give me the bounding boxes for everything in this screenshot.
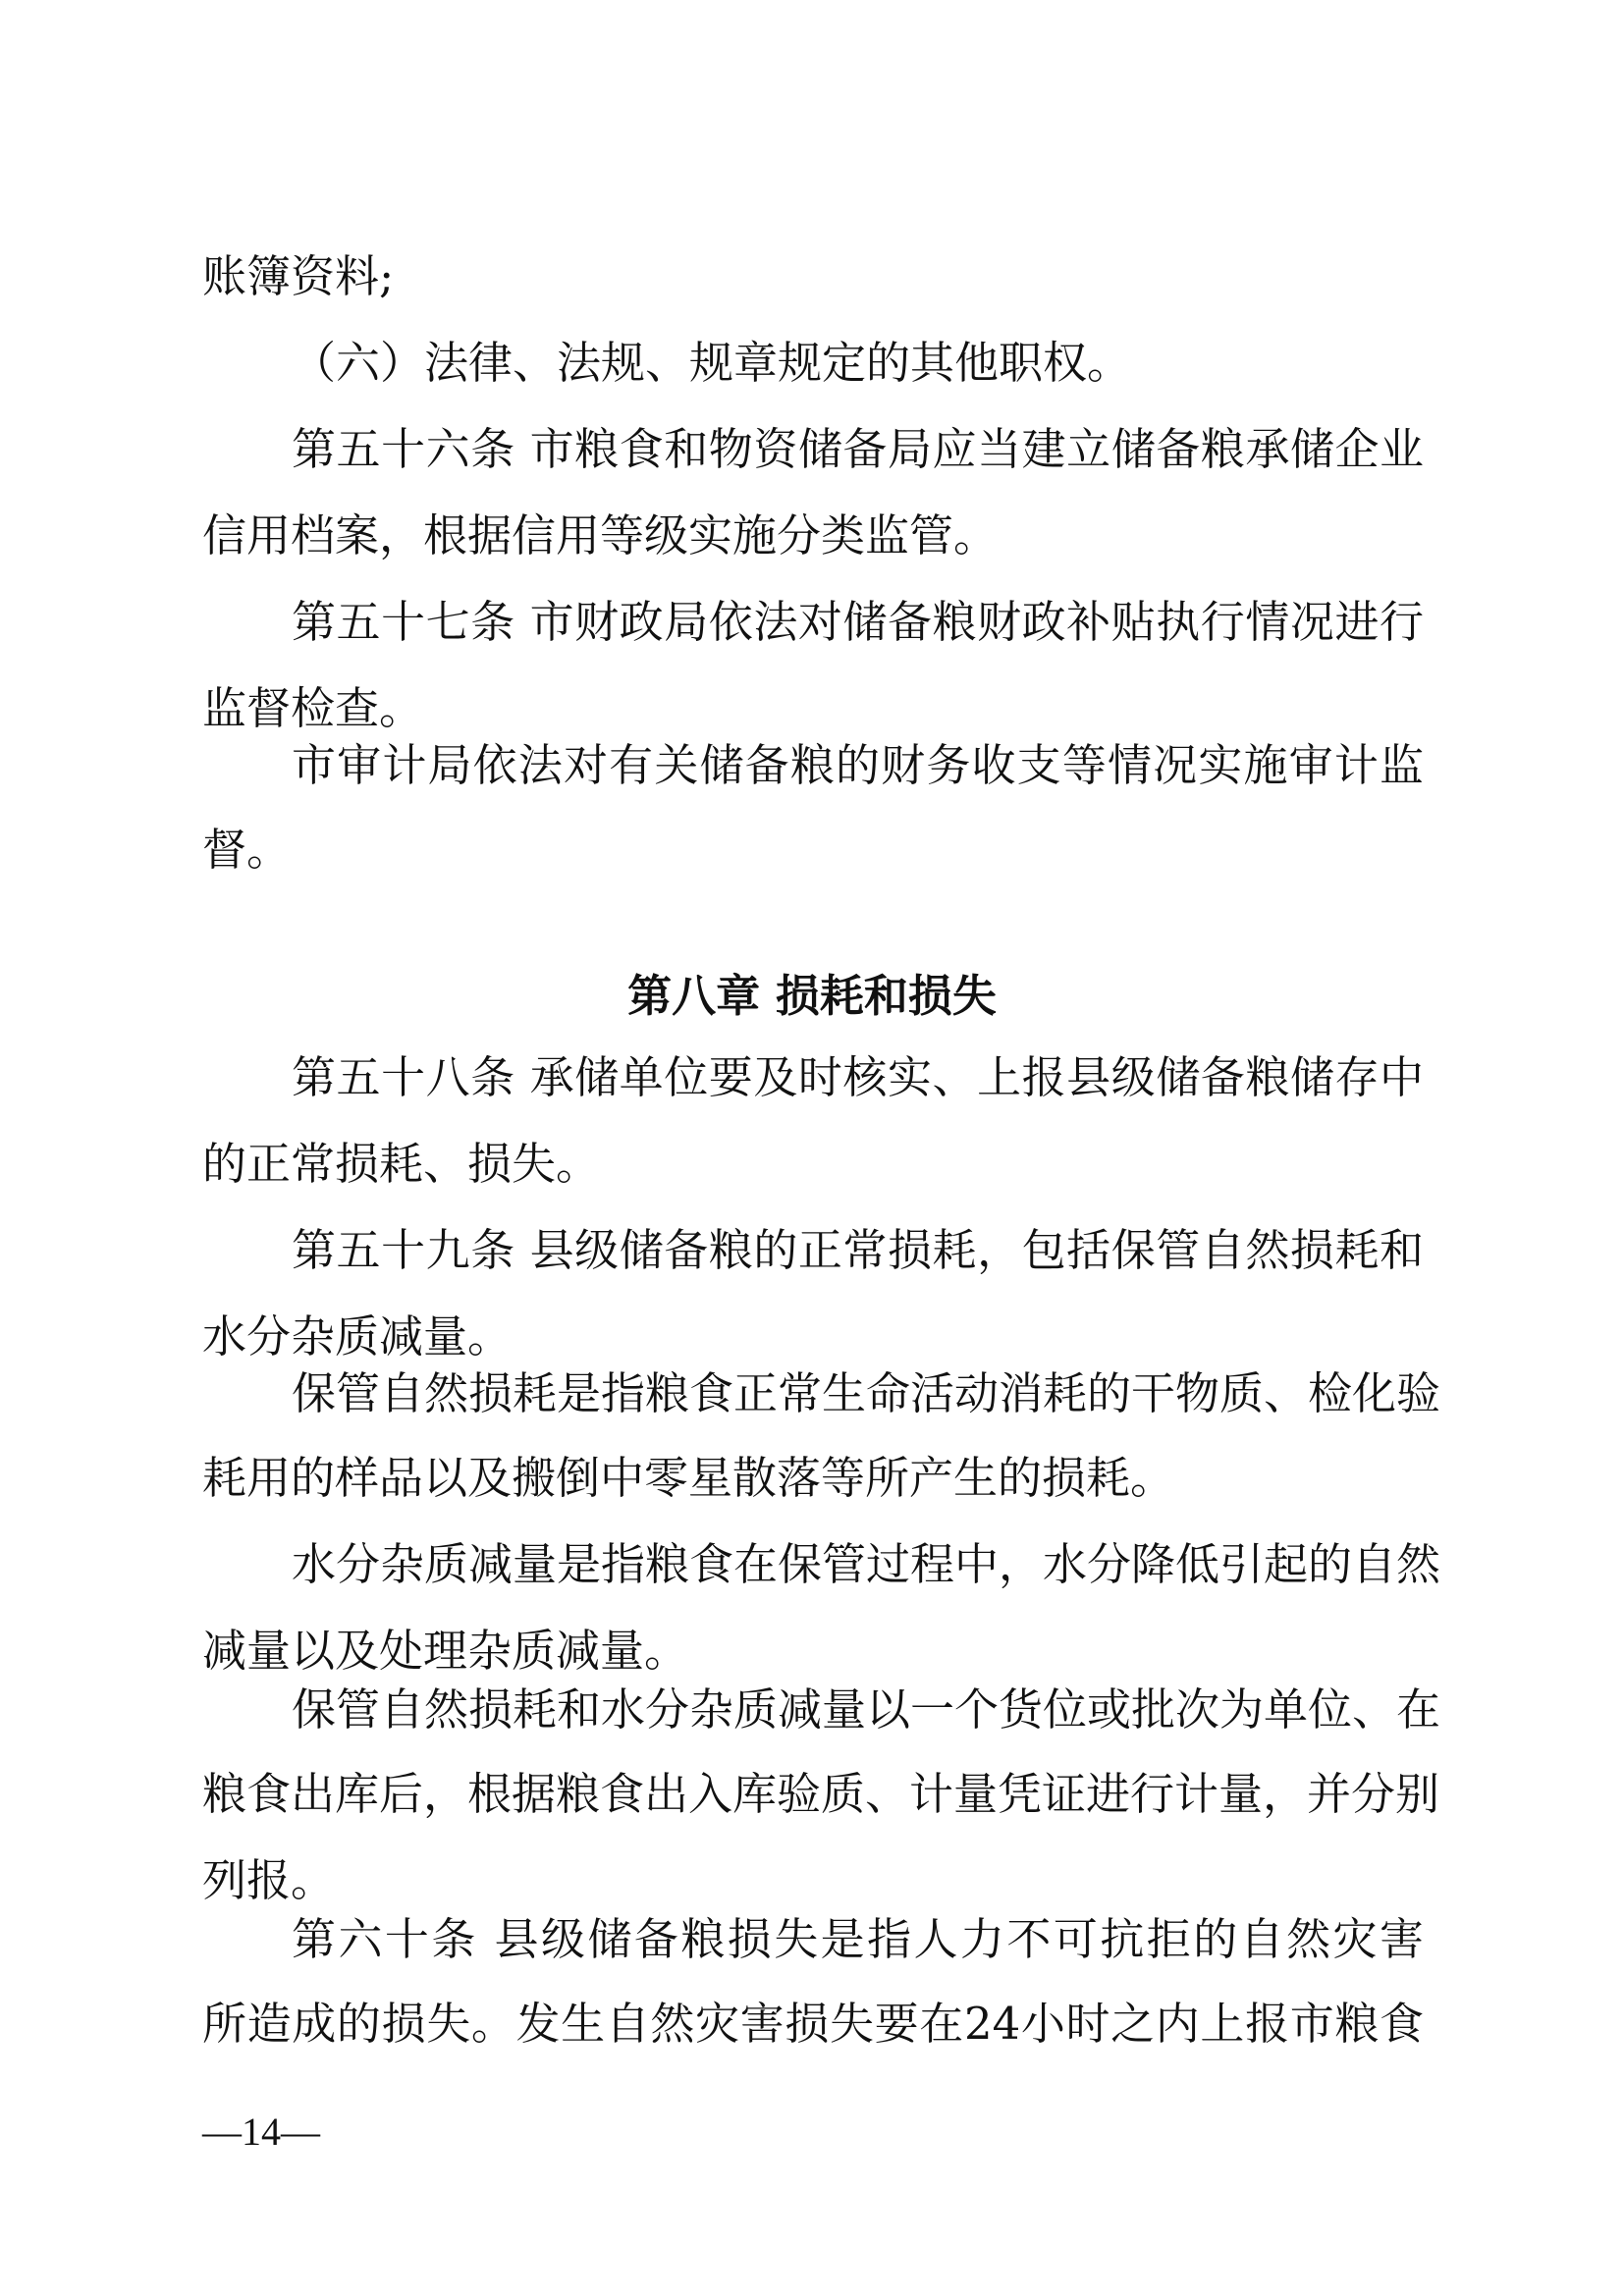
chapter-heading: 第八章 损耗和损失 (627, 970, 997, 1022)
text-line: 水分杂质减量。 (202, 1310, 513, 1362)
article-60-line: 第六十条 县级储备粮损失是指人力不可抗拒的自然灾害 (292, 1913, 1424, 1965)
article-56-line: 第五十六条 市粮食和物资储备局应当建立储备粮承储企业 (292, 423, 1424, 475)
text-line: （六）法律、法规、规章规定的其他职权。 (292, 337, 1132, 389)
text-line: 列报。 (202, 1854, 336, 1906)
article-57-line: 第五十七条 市财政局依法对储备粮财政补贴执行情况进行 (292, 596, 1424, 648)
text-line: 保管自然损耗是指粮食正常生命活动消耗的干物质、检化验 (292, 1367, 1441, 1419)
article-58-line: 第五十八条 承储单位要及时核实、上报县级储备粮储存中 (292, 1051, 1424, 1103)
text-line: 粮食出库后，根据粮食出入库验质、计量凭证进行计量，并分别 (202, 1768, 1440, 1820)
text-line: 耗用的样品以及搬倒中零星散落等所产生的损耗。 (202, 1452, 1175, 1504)
text-line: 所造成的损失。发生自然灾害损失要在24小时之内上报市粮食 (202, 1998, 1424, 2050)
text-line: 信用档案，根据信用等级实施分类监管。 (202, 509, 999, 561)
page-number: —14— (202, 2109, 320, 2154)
text-line: 水分杂质减量是指粮食在保管过程中，水分降低引起的自然 (292, 1538, 1441, 1590)
text-line: 的正常损耗、损失。 (202, 1138, 601, 1190)
text-line: 账簿资料; (202, 250, 395, 302)
text-line: 监督检查。 (202, 682, 424, 734)
text-line: 督。 (202, 824, 292, 876)
text-line: 减量以及处理杂质减量。 (202, 1625, 689, 1677)
article-59-line: 第五十九条 县级储备粮的正常损耗，包括保管自然损耗和 (292, 1224, 1424, 1276)
text-line: 保管自然损耗和水分杂质减量以一个货位或批次为单位、在 (292, 1683, 1441, 1735)
text-line: 市审计局依法对有关储备粮的财务收支等情况实施审计监 (292, 739, 1424, 791)
